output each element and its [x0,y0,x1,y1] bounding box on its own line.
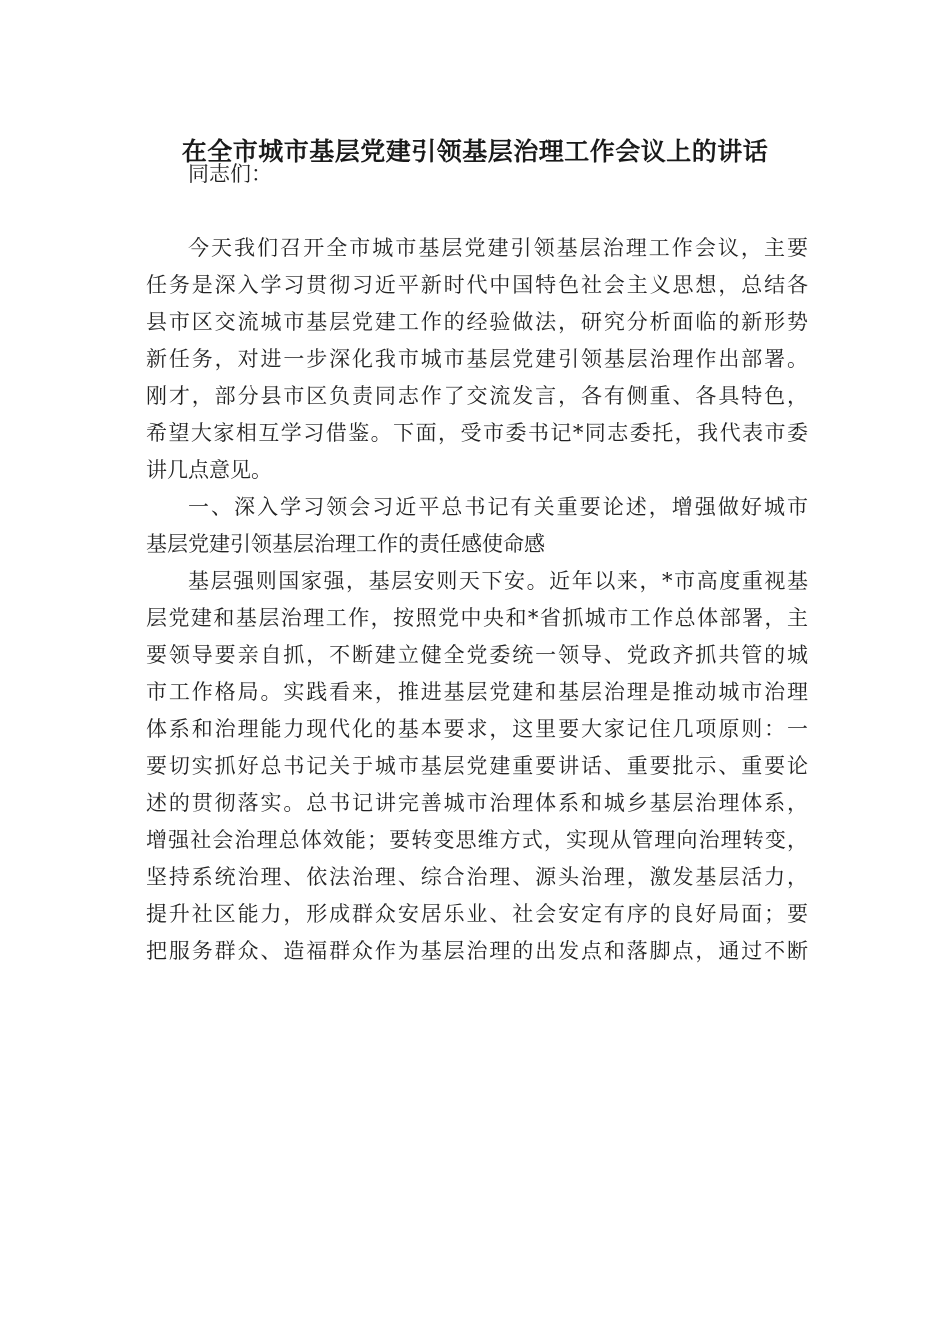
paragraph-line: 层党建和基层治理工作，按照党中央和*省抓城市工作总体部署，主 [146,606,808,630]
paragraph-line: 县市区交流城市基层党建工作的经验做法，研究分析面临的新形势 [146,310,808,334]
document-title: 在全市城市基层党建引领基层治理工作会议上的讲话 [181,137,769,166]
paragraph-line: 述的贯彻落实。总书记讲完善城市治理体系和城乡基层治理体系， [146,791,808,815]
paragraph-line: 体系和治理能力现代化的基本要求，这里要大家记住几项原则：一 [146,717,808,741]
paragraph-line: 新任务，对进一步深化我市城市基层党建引领基层治理作出部署。 [146,347,808,371]
paragraph-line: 增强社会治理总体效能；要转变思维方式，实现从管理向治理转变， [146,828,808,852]
paragraph-line: 市工作格局。实践看来，推进基层党建和基层治理是推动城市治理 [146,680,808,704]
document-body [146,156,808,970]
paragraph-line: 坚持系统治理、依法治理、综合治理、源头治理，激发基层活力， [146,865,808,889]
paragraph-line: 今天我们召开全市城市基层党建引领基层治理工作会议，主要 [188,236,808,260]
section-heading-line: 一、深入学习领会习近平总书记有关重要论述，增强做好城市 [188,495,808,519]
spacer [146,193,808,230]
paragraph-line: 希望大家相互学习借鉴。下面，受市委书记*同志委托，我代表市委 [146,421,808,445]
paragraph-line: 讲几点意见。 [146,458,272,482]
paragraph-line: 提升社区能力，形成群众安居乐业、社会安定有序的良好局面；要 [146,902,808,926]
paragraph-line: 把服务群众、造福群众作为基层治理的出发点和落脚点，通过不断 [146,939,808,963]
section-heading-line: 基层党建引领基层治理工作的责任感使命感 [146,532,545,556]
paragraph-line: 要领导要亲自抓，不断建立健全党委统一领导、党政齐抓共管的城 [146,643,808,667]
salutation: 同志们： [188,162,272,186]
paragraph-line: 刚才，部分县市区负责同志作了交流发言，各有侧重、各具特色， [146,384,808,408]
paragraph-line: 任务是深入学习贯彻习近平新时代中国特色社会主义思想，总结各 [146,273,808,297]
paragraph-line: 基层强则国家强，基层安则天下安。近年以来，*市高度重视基 [188,569,808,593]
paragraph-line: 要切实抓好总书记关于城市基层党建重要讲话、重要批示、重要论 [146,754,808,778]
